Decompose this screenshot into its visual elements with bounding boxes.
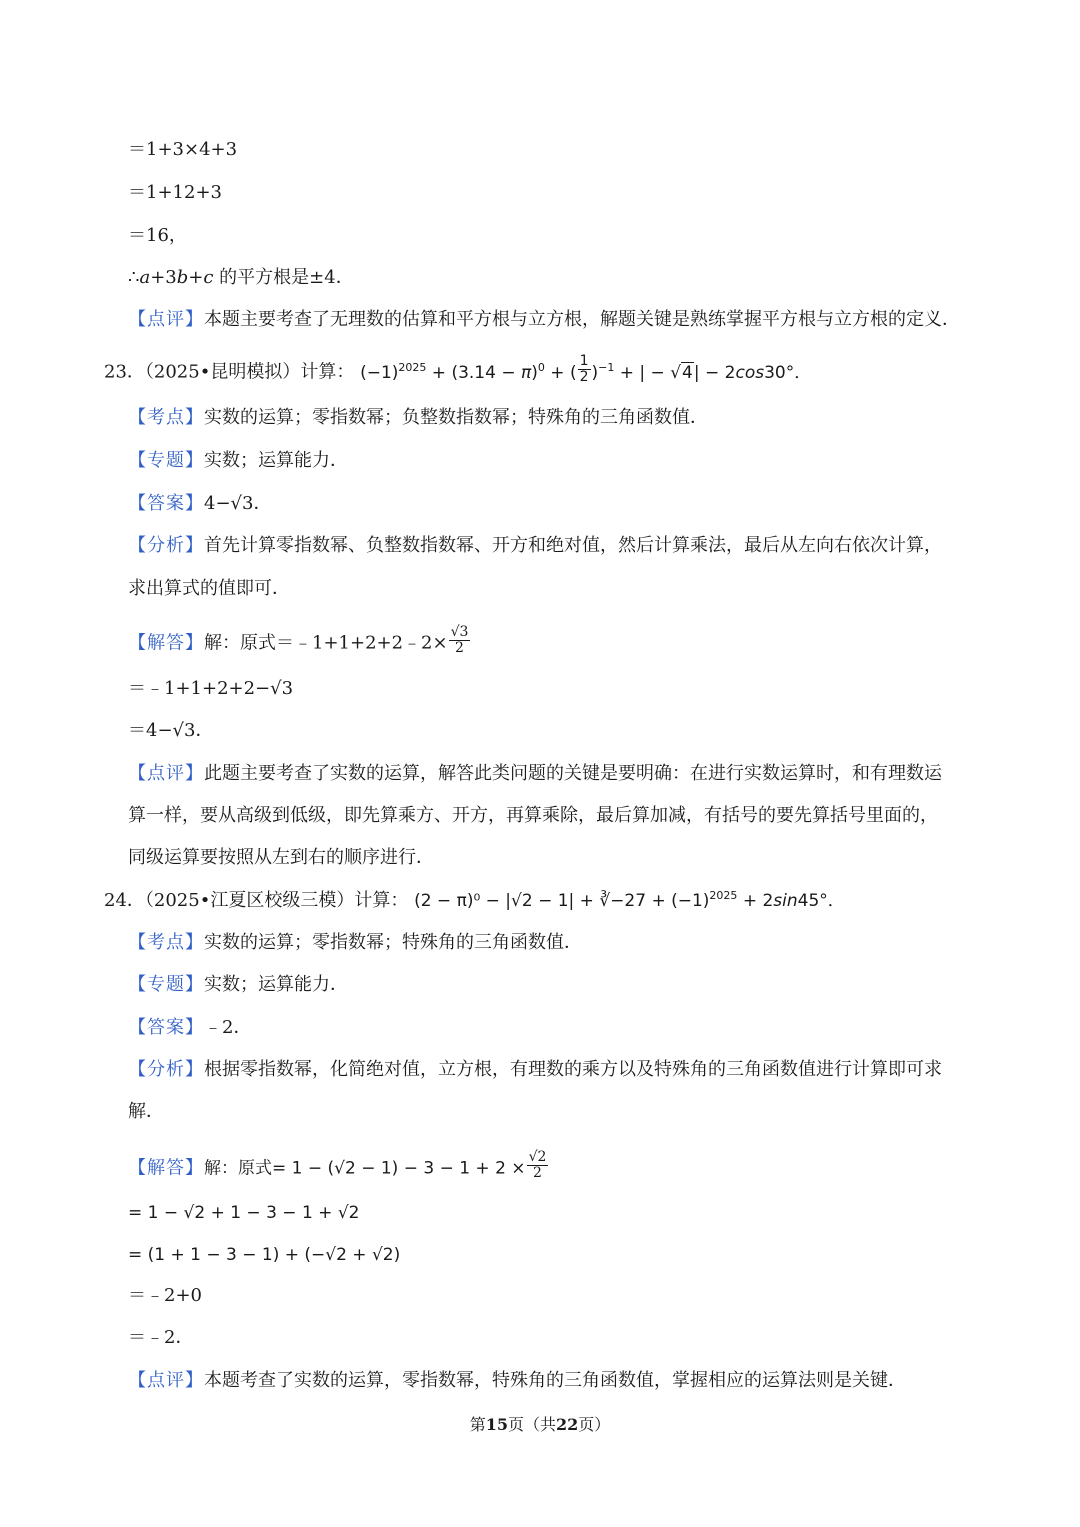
solution-tag: 【解答】	[128, 632, 204, 654]
analysis-tag: 【分析】	[128, 1059, 204, 1080]
page-number: 15	[485, 1415, 508, 1434]
calc-step: ＝﹣1+1+2+2−√3	[128, 678, 294, 699]
answer-section: 【答案】4−√3．	[128, 493, 272, 514]
kaodian-tag: 【考点】	[128, 932, 204, 953]
analysis-tag: 【分析】	[128, 535, 204, 556]
question-23-title: 23．（2025•昆明模拟）计算： $(-1)^{2025} + (3.14 - \pi)^0$ + ( $\frac{1}{2}$ )$^{-1}$ + | − √4| − 2cos30°．	[104, 353, 812, 385]
calc-step: ＝4−√3．	[128, 720, 214, 741]
answer-section: 【答案】﹣2．	[128, 1017, 252, 1038]
analysis-continued: 解．	[128, 1101, 164, 1122]
calc-step: ＝1+3×4+3	[128, 139, 238, 160]
page-total: 22	[556, 1415, 579, 1434]
solution-section: 【解答】解：原式= 1 − (√2 − 1) − 3 − 1 + 2 × $\frac{√2}{2}$	[128, 1149, 547, 1181]
solution-section: 【解答】解：原式＝﹣1+1+2+2﹣2× $\frac{√3}{2}$	[128, 624, 469, 656]
fraction: $\frac{√2}{2}$	[528, 1149, 547, 1181]
analysis-section: 【分析】首先计算零指数幂、负整数指数幂、开方和绝对值，然后计算乘法，最后从左向右依次计算，	[128, 535, 942, 556]
review-section: 【点评】本题考查了实数的运算，零指数幂，特殊角的三角函数值，掌握相应的运算法则是关键．	[128, 1370, 906, 1391]
review-continued: 同级运算要按照从左到右的顺序进行．	[128, 847, 434, 868]
calc-conclusion: ∴a+3b+c 的平方根是±4．	[128, 267, 354, 288]
fraction: $\frac{1}{2}$	[579, 353, 589, 385]
solution-tag: 【解答】	[128, 1157, 204, 1179]
zhuanti-section: 【专题】实数；运算能力．	[128, 450, 348, 471]
review-tag: 【点评】	[128, 763, 204, 784]
review-tag: 【点评】	[128, 309, 204, 330]
answer-tag: 【答案】	[128, 1017, 204, 1038]
zhuanti-section: 【专题】实数；运算能力．	[128, 974, 348, 995]
question-23-expression: $(-1)^{2025} + (3.14 - \pi)^0$ + ( $\frac{1}{2}$ )$^{-1}$ + | − √4| − 2cos30°．	[360, 353, 812, 385]
fraction: $\frac{√3}{2}$	[450, 624, 469, 656]
calc-step: ＝1+12+3	[128, 182, 222, 203]
calc-step: ＝16，	[128, 225, 187, 246]
calc-step: = 1 − √2 + 1 − 3 − 1 + √2	[128, 1203, 360, 1223]
kaodian-section: 【考点】实数的运算；零指数幂；负整数指数幂；特殊角的三角函数值．	[128, 407, 708, 428]
review-tag: 【点评】	[128, 1370, 204, 1391]
calc-step: ＝﹣2．	[128, 1327, 194, 1348]
question-24-title: 24．（2025•江夏区校级三模）计算： (2 − π)⁰ − |√2 − 1| + ∛−27 + $(-1)^{2025} + 2\sin 45^\circ$．	[104, 889, 845, 911]
calc-step: = (1 + 1 − 3 − 1) + (−√2 + √2)	[128, 1245, 401, 1265]
question-24-expression: (2 − π)⁰ − |√2 − 1| + ∛−27 + $(-1)^{2025} + 2\sin 45^\circ$．	[414, 889, 845, 911]
review-section: 【点评】此题主要考查了实数的运算，解答此类问题的关键是要明确：在进行实数运算时，和有理数运	[128, 763, 942, 784]
review-continued: 算一样，要从高级到低级，即先算乘方、开方，再算乘除，最后算加减，有括号的要先算括号里面的，	[128, 805, 938, 826]
calc-step: ＝﹣2+0	[128, 1285, 202, 1306]
kaodian-tag: 【考点】	[128, 407, 204, 428]
kaodian-section: 【考点】实数的运算；零指数幂；特殊角的三角函数值．	[128, 932, 582, 953]
analysis-continued: 求出算式的值即可．	[128, 578, 290, 599]
zhuanti-tag: 【专题】	[128, 450, 204, 471]
answer-tag: 【答案】	[128, 493, 204, 514]
zhuanti-tag: 【专题】	[128, 974, 204, 995]
review-section: 【点评】本题主要考查了无理数的估算和平方根与立方根，解题关键是熟练掌握平方根与立方根的定义．	[128, 309, 960, 330]
page-footer: 第15页（共22页）	[469, 1415, 611, 1434]
analysis-section: 【分析】根据零指数幂，化简绝对值，立方根，有理数的乘方以及特殊角的三角函数值进行计算即可求	[128, 1059, 942, 1080]
